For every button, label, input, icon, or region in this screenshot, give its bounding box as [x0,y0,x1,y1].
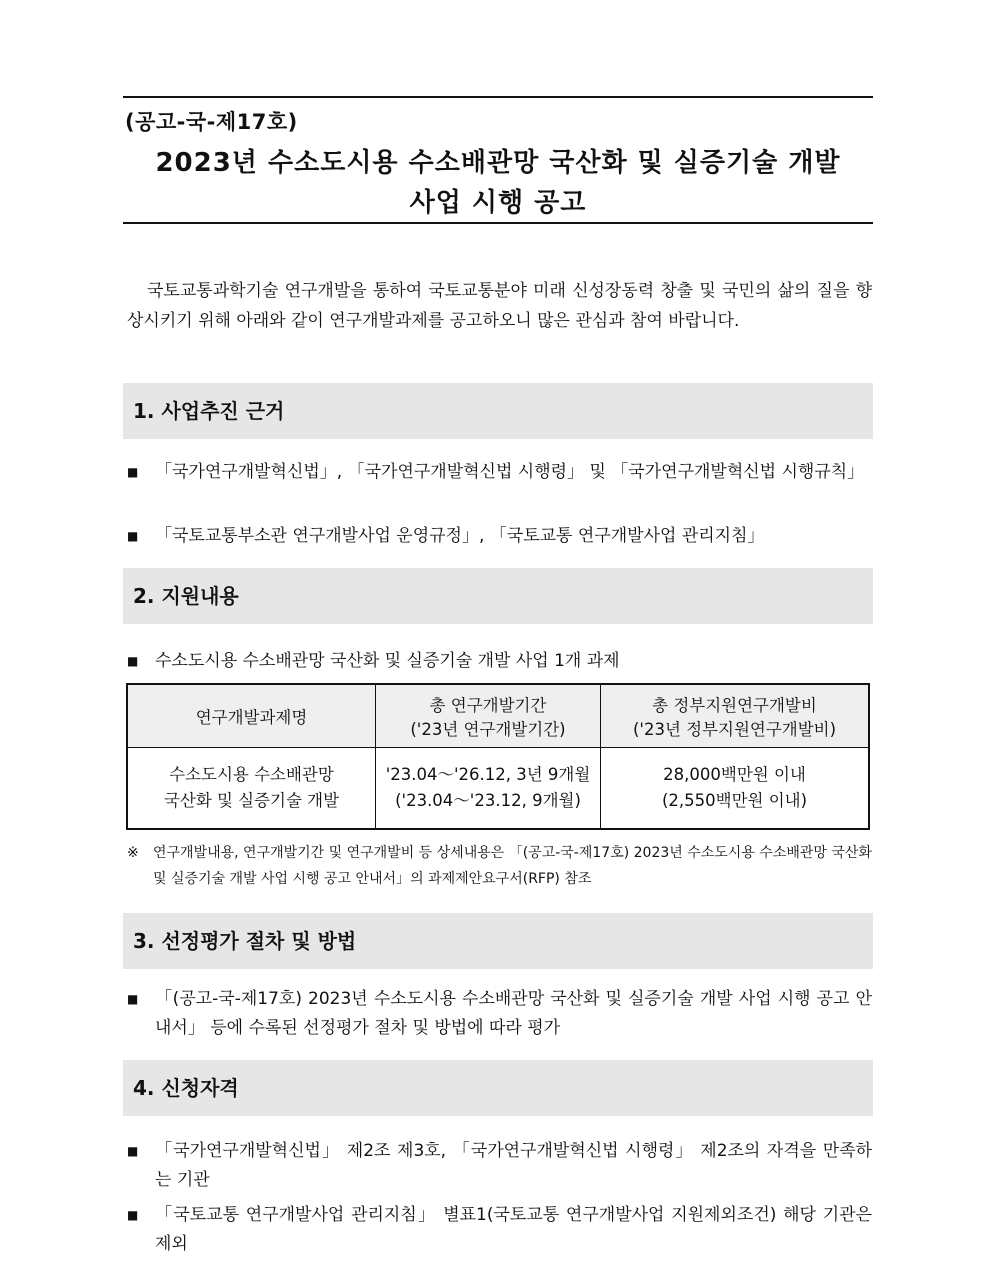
header-line: 총 정부지원연구개발비 [652,696,817,715]
bullet-mark: ■ [127,1208,139,1222]
section-heading-eligibility: 4. 신청자격 [123,1060,873,1116]
list-item [127,458,872,487]
table-header-row [127,684,869,748]
notice-number: (공고-국-제17호) [125,110,298,134]
header-line: 연구개발과제명 [195,708,308,727]
cell-line: 국산화 및 실증기술 개발 [163,791,340,810]
header-line: ('23년 정부지원연구개발비) [632,720,837,739]
title-block [123,96,873,224]
list-item-text: 수소도시용 수소배관망 국산화 및 실증기술 개발 사업 1개 과제 [155,651,620,671]
list-item-text: 「국가연구개발혁신법」, 「국가연구개발혁신법 시행령」 및 「국가연구개발혁신법 시행규칙」 [155,462,865,482]
table-cell [127,748,376,830]
list-item [127,1137,872,1195]
table-cell [601,748,870,830]
section-heading-support: 2. 지원내용 [123,568,873,624]
list-item-text: 「국토교통부소관 연구개발사업 운영규정」, 「국토교통 연구개발사업 관리지침」 [155,526,765,546]
bullet-mark: ■ [127,529,139,543]
list-item-text: 「(공고-국-제17호) 2023년 수소도시용 수소배관망 국산화 및 실증기술 개발 사업 시행 공고 안내서」 등에 수록된 선정평가 절차 및 방법에 따라 평가 [155,989,872,1038]
bullet-mark: ■ [127,654,139,668]
table-cell [376,748,601,830]
table-header-cell [601,684,870,748]
list-item [127,522,872,551]
table-header-cell [376,684,601,748]
header-line: ('23년 연구개발기간) [410,720,566,739]
list-item [127,1201,872,1259]
cell-line: 수소도시용 수소배관망 [169,765,334,784]
note-text: 연구개발내용, 연구개발기간 및 연구개발비 등 상세내용은 「(공고-국-제17호) 2023년 수소도시용 수소배관망 국산화 및 실증기술 개발 사업 시행 공고 안내서」의 과제제안요구서(RFP) 참조 [153,845,872,887]
section-heading-evaluation: 3. 선정평가 절차 및 방법 [123,913,873,969]
list-item [127,985,872,1043]
page-subtitle: 사업 시행 공고 [409,188,587,218]
cell-line: (2,550백만원 이내) [661,791,808,810]
table-row [127,748,869,830]
list-item [127,647,872,676]
bullet-mark: ■ [127,992,139,1006]
footnote [127,840,872,892]
cell-line: 28,000백만원 이내 [663,765,806,784]
bullet-mark: ■ [127,465,139,479]
list-item-text: 「국토교통 연구개발사업 관리지침」 별표1(국토교통 연구개발사업 지원제외조건) 해당 기관은 제외 [155,1205,872,1254]
list-item-text: 「국가연구개발혁신법」 제2조 제3호, 「국가연구개발혁신법 시행령」 제2조의 자격을 만족하는 기관 [155,1141,872,1190]
section-heading-basis: 1. 사업추진 근거 [123,383,873,439]
bullet-mark: ■ [127,1144,139,1158]
note-mark: ※ [127,845,139,861]
page-title: 2023년 수소도시용 수소배관망 국산화 및 실증기술 개발 [155,148,841,178]
header-line: 총 연구개발기간 [429,696,547,715]
intro-paragraph: 국토교통과학기술 연구개발을 통하여 국토교통분야 미래 신성장동력 창출 및 국민의 삶의 질을 향상시키기 위해 아래와 같이 연구개발과제를 공고하오니 많은 관심과 참여 바랍니다. [127,281,872,331]
cell-line: '23.04～'26.12, 3년 9개월 [385,765,591,784]
table-header-cell [127,684,376,748]
support-table [126,683,870,830]
cell-line: ('23.04～'23.12, 9개월) [395,791,581,810]
